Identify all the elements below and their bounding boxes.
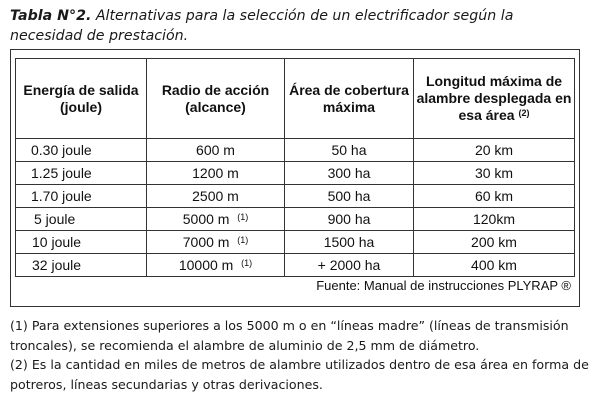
caption-text: Alternativas para la selección de un electrificador según la necesidad de prestación.: [10, 8, 514, 44]
cell-energy: 10 joule: [16, 231, 147, 254]
cell-area: 500 ha: [285, 185, 414, 208]
cell-energy: 1.70 joule: [16, 185, 147, 208]
header-wire: Longitud máxima de alambre desplegada en esa área $^{(2)}$: [414, 59, 575, 139]
cell-energy: 5 joule: [16, 208, 147, 231]
caption-label: Tabla N°2.: [10, 8, 92, 24]
table-row: [16, 185, 575, 208]
cell-radius: 1200 m: [147, 162, 285, 185]
table-caption: [10, 6, 590, 46]
cell-area: 900 ha: [285, 208, 414, 231]
cell-area: 1500 ha: [285, 231, 414, 254]
table-row: [16, 139, 575, 162]
cell-radius: 7000 m $^{(1)}$: [147, 231, 285, 254]
cell-wire: 200 km: [414, 231, 575, 254]
cell-radius: 10000 m $^{(1)}$: [147, 254, 285, 277]
electrifier-table: [15, 58, 575, 277]
header-energy: Energía de salida (joule): [16, 59, 147, 139]
cell-area: + 2000 ha: [285, 254, 414, 277]
cell-radius: 2500 m: [147, 185, 285, 208]
cell-area: 50 ha: [285, 139, 414, 162]
cell-radius: 5000 m $^{(1)}$: [147, 208, 285, 231]
header-area: Área de cobertura máxima: [285, 59, 414, 139]
header-wire-note: (2): [518, 108, 530, 118]
table-source: Fuente: Manual de instrucciones PLYRAP ®: [316, 278, 571, 293]
cell-wire: 400 km: [414, 254, 575, 277]
cell-area: 300 ha: [285, 162, 414, 185]
header-radius: Radio de acción (alcance): [147, 59, 285, 139]
footnotes: [10, 316, 595, 394]
cell-wire: 60 km: [414, 185, 575, 208]
cell-energy: 1.25 joule: [16, 162, 147, 185]
cell-radius: 600 m: [147, 139, 285, 162]
table-row: [16, 208, 575, 231]
table-row: [16, 254, 575, 277]
table-row: [16, 162, 575, 185]
cell-wire: 30 km: [414, 162, 575, 185]
footnote-2: (2) Es la cantidad en miles de metros de alambre utilizados dentro de esa área en forma de potreros, líneas secundarias y otras derivaciones.: [10, 357, 589, 392]
cell-wire: 120km: [414, 208, 575, 231]
cell-wire: 20 km: [414, 139, 575, 162]
cell-energy: 0.30 joule: [16, 139, 147, 162]
footnote-1: (1) Para extensiones superiores a los 5000 m o en “líneas madre” (líneas de transmisión troncales), se recomienda el alambre de aluminio de 2,5 mm de diámetro.: [10, 318, 569, 353]
table-row: [16, 231, 575, 254]
cell-energy: 32 joule: [16, 254, 147, 277]
